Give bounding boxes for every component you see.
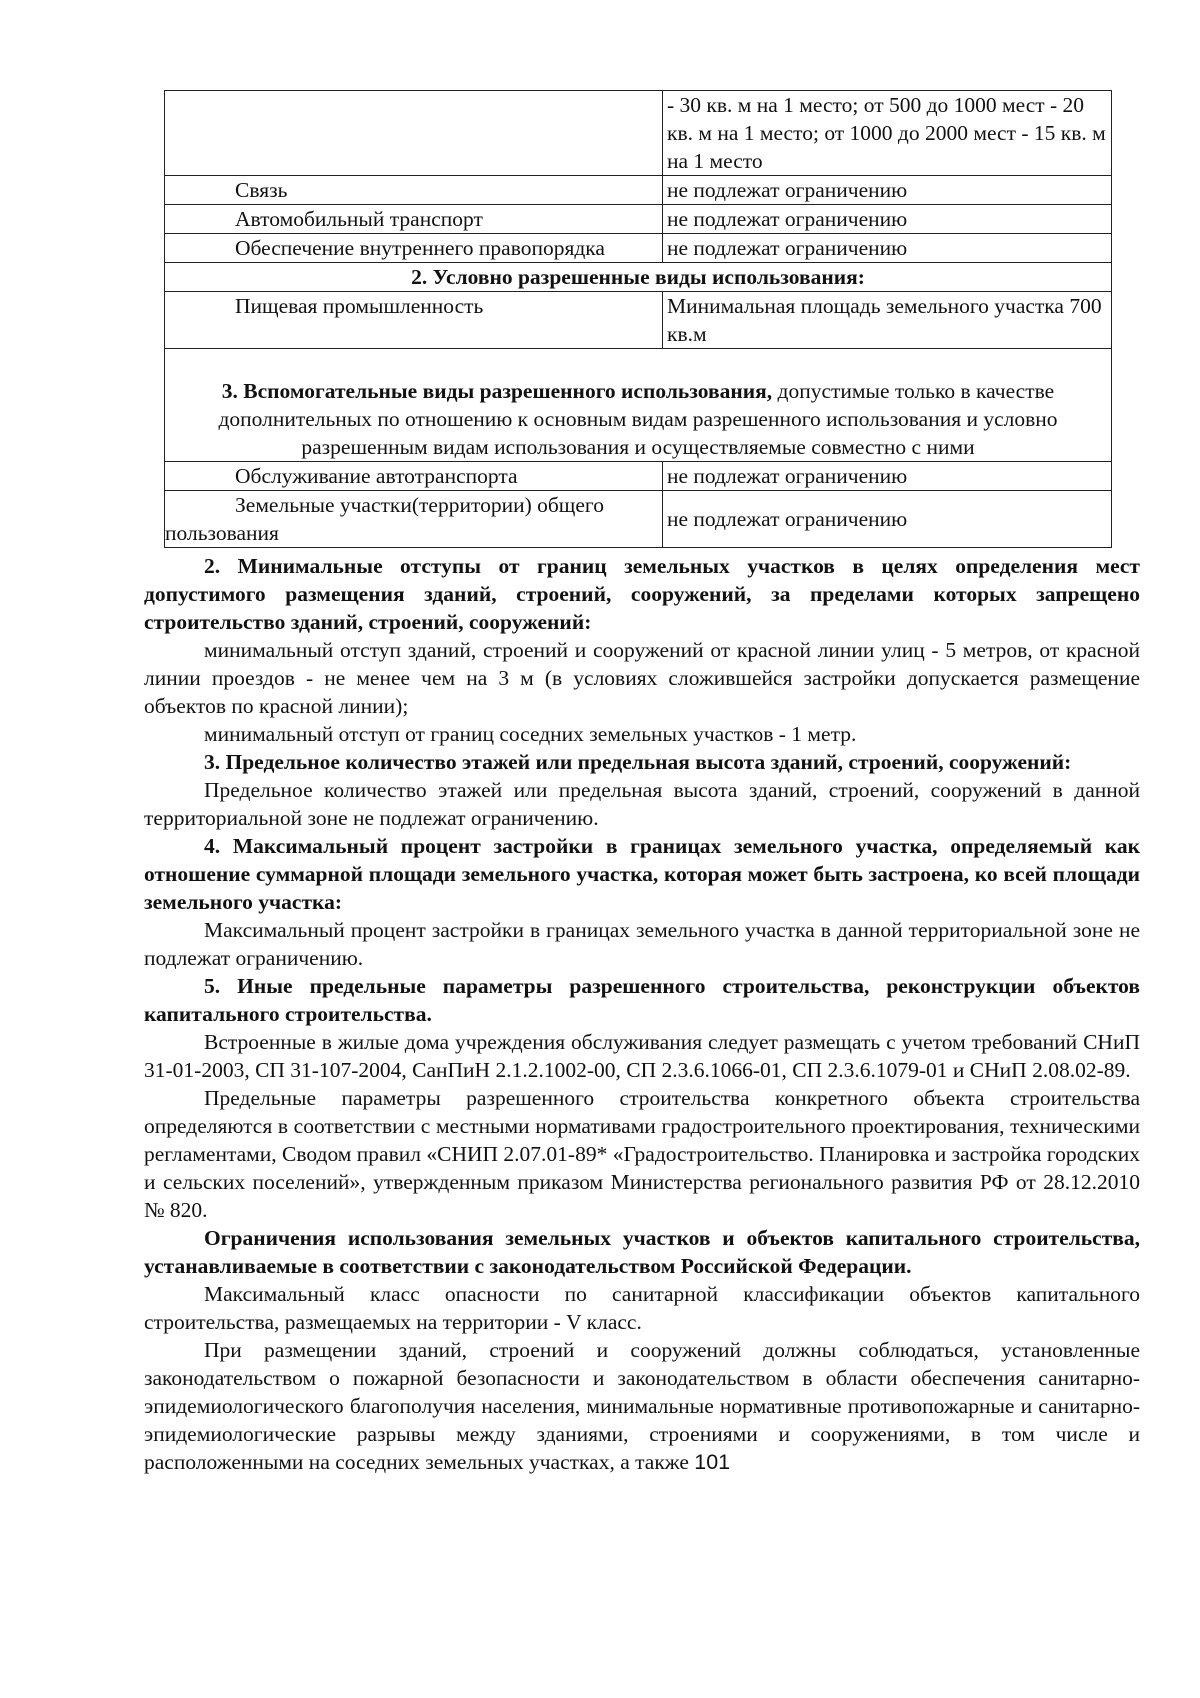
table-cell-value: не подлежат ограничению: [663, 205, 1112, 234]
table-cell-name-line2: пользования: [165, 521, 279, 545]
paragraph-fire-safety: [144, 1336, 1140, 1476]
land-use-table: [164, 90, 1112, 548]
table-cell-name: Обеспечение внутреннего правопорядка: [165, 234, 663, 263]
table-section-row: [165, 349, 1112, 462]
table-cell-value: - 30 кв. м на 1 место; от 500 до 1000 мест - 20 кв. м на 1 место; от 1000 до 2000 мест - 15 кв. м на 1 место: [663, 91, 1112, 176]
table-row: [165, 491, 1112, 548]
paragraph-floors: Предельное количество этажей или предельная высота зданий, строений, сооружений в данной территориальной зоне не подлежат ограничению.: [144, 778, 1140, 830]
heading-max-coverage: 4. Максимальный процент застройки в границах земельного участка, определяемый как отношение суммарной площади земельного участка, которая может быть застроена, ко всей площади земельного участка:: [144, 834, 1140, 914]
table-row: [165, 176, 1112, 205]
table-cell-name: [165, 491, 663, 548]
table-row: [165, 462, 1112, 491]
table-cell-name-line1: Земельные участки(территории) общего: [235, 493, 604, 517]
table-cell-name: Пищевая промышленность: [165, 292, 663, 349]
section-heading-auxiliary-bold: 3. Вспомогательные виды разрешенного использования,: [221, 379, 773, 403]
page-number: 101: [694, 1450, 731, 1474]
table-cell-name: Автомобильный транспорт: [165, 205, 663, 234]
section-heading-conditional: 2. Условно разрешенные виды использования:: [165, 263, 1112, 292]
table-cell-name: Связь: [165, 176, 663, 205]
table-row: [165, 292, 1112, 349]
paragraph-limit-params: Предельные параметры разрешенного строительства конкретного объекта строительства определяются в соответствии с местными нормативами градостроительного проектирования, техническими регламентами, Сводом правил «СНИП 2.07.01-89* «Градостроительство. Планировка и застройка городских и сельских поселений», утвержденным приказом Министерства регионального развития РФ от 28.12.2010 № 820.: [144, 1086, 1140, 1222]
paragraph-setbacks-streets: минимальный отступ зданий, строений и сооружений от красной линии улиц - 5 метров, от красной линии проездов - не менее чем на 3 м (в условиях сложившейся застройки допускается размещение объектов по красной линии);: [144, 638, 1140, 718]
paragraph-fire-safety-text: При размещении зданий, строений и сооружений должны соблюдаться, установленные законодательством о пожарной безопасности и законодательством в области обеспечения санитарно-эпидемиологического благополучия населения, минимальные нормативные противопожарные и санитарно-эпидемиологические разрывы между зданиями, строениями и сооружениями, в том числе и расположенными на соседних земельных участках, а также: [144, 1338, 1140, 1474]
table-row: [165, 205, 1112, 234]
table-cell-empty: [165, 91, 663, 176]
heading-floors: 3. Предельное количество этажей или предельная высота зданий, строений, сооружений:: [204, 750, 1072, 774]
heading-setbacks: 2. Минимальные отступы от границ земельных участков в целях определения мест допустимого размещения зданий, строений, сооружений, за пределами которых запрещено строительство зданий, строений, сооружений:: [144, 554, 1140, 634]
table-section-row: [165, 263, 1112, 292]
paragraph-hazard-class: Максимальный класс опасности по санитарной классификации объектов капитального строительства, размещаемых на территории - V класс.: [144, 1282, 1140, 1334]
paragraph-setbacks-neighbors: минимальный отступ от границ соседних земельных участков - 1 метр.: [204, 722, 857, 746]
section-heading-auxiliary: [165, 349, 1112, 462]
table-cell-value: Минимальная площадь земельного участка 700 кв.м: [663, 292, 1112, 349]
heading-other-params: 5. Иные предельные параметры разрешенного строительства, реконструкции объектов капитального строительства.: [144, 974, 1140, 1026]
table-cell-value: не подлежат ограничению: [663, 176, 1112, 205]
paragraph-max-coverage: Максимальный процент застройки в границах земельного участка в данной территориальной зоне не подлежат ограничению.: [144, 918, 1140, 970]
paragraph-built-in: Встроенные в жилые дома учреждения обслуживания следует размещать с учетом требований СНиП 31-01-2003, СП 31-107-2004, СанПиН 2.1.2.1002-00, СП 2.3.6.1066-01, СП 2.3.6.1079-01 и СНиП 2.08.02-89.: [144, 1030, 1140, 1082]
table-cell-name: Обслуживание автотранспорта: [165, 462, 663, 491]
table-cell-value: не подлежат ограничению: [663, 491, 1112, 548]
table-row: [165, 91, 1112, 176]
table-row: [165, 234, 1112, 263]
table-cell-value: не подлежат ограничению: [663, 234, 1112, 263]
section-heading-auxiliary-text: допустимые только в качестве дополнительных по отношению к основным видам разрешенного использования и условно разрешенным видам использования и осуществляемые совместно с ними: [218, 379, 1058, 459]
heading-restrictions: Ограничения использования земельных участков и объектов капитального строительства, устанавливаемые в соответствии с законодательством Российской Федерации.: [144, 1226, 1140, 1278]
body-text: [144, 552, 1140, 1476]
table-cell-value: не подлежат ограничению: [663, 462, 1112, 491]
